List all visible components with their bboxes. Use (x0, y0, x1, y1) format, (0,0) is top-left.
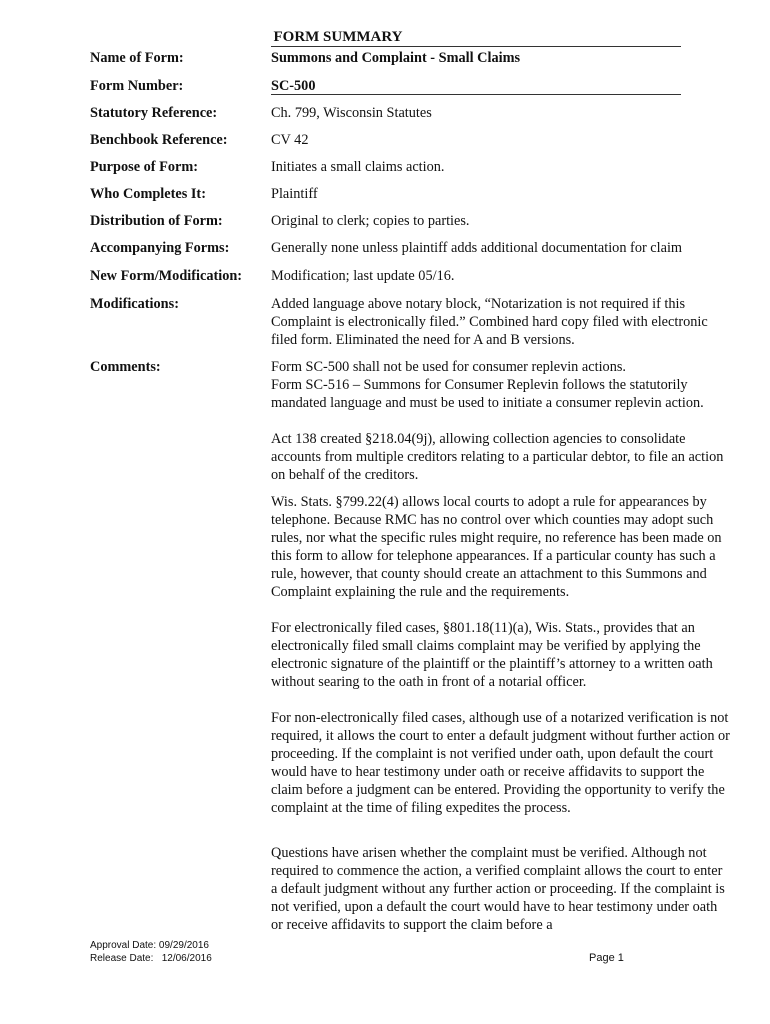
field-value: Summons and Complaint - Small Claims (271, 50, 521, 66)
comment-paragraph: Form SC-516 – Summons for Consumer Replevin follows the statutorily mandated language and must be used to initiate a consumer replevin action. (271, 377, 704, 411)
field-label: Name of Form: (90, 50, 184, 66)
comment-paragraph: Wis. Stats. §799.22(4) allows local courts to adopt a rule for appearances by telephone. Because RMC has no control over which counties may adopt such rules, nor what the specific rules might require, no reference has been made on this form to allow for telephone appearances. If a particular county has such a rule, however, that county should create an attachment to this Summons and Complaint explaining the rule and the requirements. (271, 494, 722, 600)
field-value: Form SC-500 shall not be used for consumer replevin actions. (271, 359, 626, 375)
field-value: SC-500 (271, 78, 316, 94)
field-label: Who Completes It: (90, 186, 206, 202)
field-label: Benchbook Reference: (90, 132, 228, 148)
field-value: Initiates a small claims action. (271, 159, 445, 175)
header-rule (271, 94, 681, 95)
field-label: New Form/Modification: (90, 268, 243, 284)
title-rule (271, 46, 681, 47)
comment-paragraph: Questions have arisen whether the complaint must be verified. Although not required to commence the action, a verified complaint allows the court to enter a default judgment without any further action or proceeding. If the complaint is not verified, upon a default the court would have to hear testimony under oath or receive affidavits to support the claim before a (271, 845, 725, 933)
field-value: Modification; last update 05/16. (271, 268, 455, 284)
release-date: Release Date: 12/06/2016 (90, 953, 212, 964)
field-value: Original to clerk; copies to parties. (271, 213, 470, 229)
field-label: Modifications: (90, 296, 179, 312)
field-value: Ch. 799, Wisconsin Statutes (271, 105, 432, 121)
field-value: Plaintiff (271, 186, 318, 202)
comment-paragraph: For electronically filed cases, §801.18(11)(a), Wis. Stats., provides that an electronically filed small claims complaint may be verified by applying the electronic signature of the plaintiff or the plaintiff’s attorney to a written oath without searing to the oath in front of a notarial officer. (271, 620, 713, 690)
approval-date: Approval Date: 09/29/2016 (90, 940, 209, 951)
page-number: Page 1 (589, 952, 624, 964)
comment-paragraph: Act 138 created §218.04(9j), allowing collection agencies to consolidate accounts from multiple creditors relating to a particular debtor, to file an action on behalf of the creditors. (271, 431, 724, 483)
form-summary-title: FORM SUMMARY (273, 29, 403, 45)
field-value: Added language above notary block, “Notarization is not required if this Complaint is electronically filed.” Combined hard copy filed with electronic filed form. Eliminated the need for A and B versions. (271, 296, 708, 348)
field-label: Statutory Reference: (90, 105, 218, 121)
field-label: Purpose of Form: (90, 159, 198, 175)
field-label: Accompanying Forms: (90, 240, 230, 256)
field-label: Form Number: (90, 78, 184, 94)
field-label: Distribution of Form: (90, 213, 223, 229)
field-label: Comments: (90, 359, 161, 375)
field-value: CV 42 (271, 132, 309, 148)
field-value: Generally none unless plaintiff adds additional documentation for claim (271, 240, 683, 256)
comment-paragraph: For non-electronically filed cases, although use of a notarized verification is not required, it allows the court to enter a default judgment without further action or proceeding. If the complaint is not verified under oath, upon default the court would have to hear testimony under oath or receive affidavits to support the claim before a judgment can be entered. Providing the opportunity to verify the complaint at the time of filing expedites the process. (271, 710, 730, 816)
